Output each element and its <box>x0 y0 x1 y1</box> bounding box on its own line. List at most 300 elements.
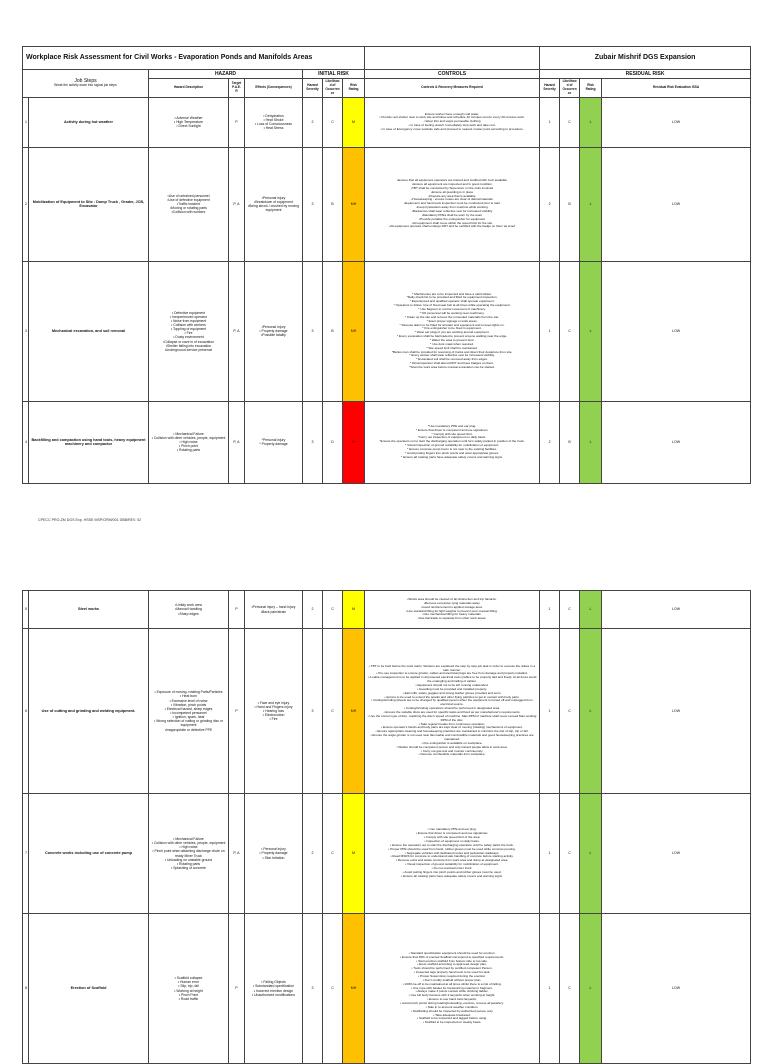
effects <box>245 261 303 401</box>
controls-measures-line: * Driver/operator shall attend DDT and have badges on them. <box>410 361 495 366</box>
residual-severity: 2 <box>540 401 560 483</box>
residual-likelihood: C <box>560 261 580 401</box>
row-number: 3 <box>23 261 29 401</box>
risk-table-page-1 <box>22 46 751 484</box>
hazard-description-line: • Rotating parts <box>176 448 201 453</box>
controls-measures-line: •All equipment operator shall undergo DDT and be certified with the badge on them as proof <box>389 224 515 229</box>
controls-measures-line: • TBT to be held before the work starts. Workers are explained the step by step job task in order to execute the duties in a safe manner. <box>368 663 536 672</box>
controls-measures-line: •Use barricade to separate from other work areas. <box>417 616 487 621</box>
page-2-rows <box>23 591 751 1064</box>
controls-measures-line: • Avoid pinch points during loading/unloading, erection, remove all jewellery. <box>400 1001 504 1005</box>
controls-measures-line: *Ensure the operators not to start the discharging operation until he's safely parked in position of the truck. <box>379 439 525 444</box>
job-step: Erection of Scaffold <box>29 914 149 1064</box>
effects-line: • Incorrect erection design <box>253 988 294 993</box>
residual-evaluation: LOW <box>602 97 751 147</box>
effects-line: • Hand and Fingers injury <box>254 704 293 709</box>
hazard-description <box>149 794 229 914</box>
controls-measures-line: • Comply with site speed limit of the area. <box>423 835 481 840</box>
effects-line: •Breakdown of equipment <box>254 200 293 205</box>
controls-measures-line: •All equipment shall move within the speed limit for the site <box>411 220 493 225</box>
controls-measures-line: • In case of Emergency move worksite safe and proceed to nearest muster point according to procedure. <box>380 127 524 131</box>
controls-measures-line: • Start erection scaffold from bottom side to top side. <box>416 958 488 963</box>
controls-measures-line: •Provide portable fire extinguisher for equipment <box>419 216 486 221</box>
controls-measures-line: * Ensure concrete pump boom is not near to the existing facilities. <box>407 447 497 451</box>
controls-measures-line: • Remove combustible materials from workplace. <box>418 752 486 757</box>
hazard-description-line: • Pinch point <box>179 444 198 449</box>
controls-measures-line: * Use flagmen to control movement of machinery. <box>418 307 486 312</box>
controls-measures-line: * Experienced and qualified operator shall operate equipment. <box>409 299 495 304</box>
effects-line: • Skin Irritation <box>262 855 285 860</box>
effects <box>245 794 303 914</box>
controls-measures-header: Controls & Recovery Measures Required <box>365 79 540 98</box>
controls-measures-line: • Ensure that driver is competent and use signalman. <box>415 831 489 836</box>
hazard-description-line: • Scaffold collapse <box>174 976 203 981</box>
controls-measures-line: • Tools should be performed by certified competent Person. <box>411 966 493 971</box>
target: P <box>229 97 245 147</box>
hazard-description <box>149 914 229 1064</box>
effects-line: •Being struck / crushed by moving equipment <box>247 204 300 213</box>
hazard-severity: 3 <box>303 401 323 483</box>
hazard-description-line: • Mechanical Failure <box>173 431 204 436</box>
effects <box>245 629 303 794</box>
residual-evaluation-header: Residual Risk Evaluation ISSA <box>602 79 751 98</box>
controls-measures-line: Ensure worker have enough cold water. <box>424 111 480 116</box>
controls-header: CONTROLS <box>365 70 540 79</box>
controls-measures-line: •Works area should be cleared of all obstruction and trip hazards. <box>407 596 497 601</box>
hazard-description-line: •Collapse or cave in of excavation <box>163 339 214 344</box>
controls-measures-line: * Clean up the site and remove the unneeded materials from the site. <box>404 314 500 319</box>
effects-line: • Fire <box>269 717 278 722</box>
controls-measures-line: • Take adequate bracketed. <box>433 1012 471 1017</box>
hazard-description-line: • Direct Sunlight <box>176 124 201 129</box>
controls-measures-line: •Good reinforcement is applied storage area. <box>421 604 483 609</box>
hazard-description-line: •Traffic incident <box>176 202 201 207</box>
effects <box>245 914 303 1064</box>
effects-line: •Possible fatality <box>261 333 286 338</box>
controls-measures-line: • Always make 3 points contact while climbing ladder. <box>415 989 489 994</box>
controls-measures-line: •Ensure that all equipment operators are trained and certified with CoC available <box>397 178 508 183</box>
hazard-description-line: • Pinch point when attaching discharge chute on ready Mixer Truck <box>152 849 225 858</box>
controls-measures-line: * Machineries are to be inspected and have a valid sticker. <box>412 291 492 296</box>
effects-line: • Falling Objects <box>261 980 286 985</box>
hazard-description-line: • High noise <box>179 440 198 445</box>
risk-assessment-page-1 <box>22 46 750 484</box>
hazard-severity: 2 <box>303 591 323 629</box>
residual-evaluation: LOW <box>602 147 751 261</box>
likelihood: C <box>323 794 343 914</box>
controls-measures-line: •TBT shall be conducted by Supervisor on the risks involved <box>410 185 494 190</box>
controls-measures-line: • Erect scaffold according to approved design plan. <box>417 962 487 967</box>
controls-measures-line: • Read MSDS for concrete to understand safe handling of concrete before starting activity. <box>390 854 514 859</box>
controls-measures-line: * Ensure that driver is competent and use signalman. <box>415 427 489 432</box>
controls-measures-line: * Water the area to prevent dust. <box>429 337 475 342</box>
residual-evaluation: LOW <box>602 914 751 1064</box>
likelihood: B <box>323 261 343 401</box>
residual-severity: 1 <box>540 261 560 401</box>
hazard-description-line: • Working at height <box>174 988 203 993</box>
residual-likelihood: B <box>560 401 580 483</box>
controls-measures-line: • Ensure the angle grinder is not used near flammable and combustible materials and good housekeeping practices are maintained. <box>370 733 534 742</box>
hazard-description-line: •Manual Handling <box>175 607 202 612</box>
residual-rating-cell: L <box>580 97 602 147</box>
hazard-description <box>149 401 229 483</box>
effects <box>245 97 303 147</box>
hazard-description-line: •Untidy work area <box>175 603 202 608</box>
controls-measures-line: • Standard specification equipment should be used for erection. <box>408 950 496 955</box>
likelihood: D <box>323 401 343 483</box>
hazard-description-line: • Dusty environment <box>173 335 204 340</box>
table-row <box>23 261 751 401</box>
residual-likelihood: C <box>560 591 580 629</box>
hazard-description-line: • Fire <box>184 331 193 336</box>
controls-measures-line: • Carry out gas test and monitor continuously. <box>420 748 484 753</box>
document-code: CPECC PRO-ZM DGS Exp. HSSE MSP/ORM/001 DBB/REV. 02 <box>38 518 142 522</box>
target-header: Target P.A.E.R <box>229 79 245 98</box>
residual-severity: 2 <box>540 147 560 261</box>
controls-measures-line: •Housekeeping - ensure routes are clear of debris/materials <box>411 197 493 202</box>
job-steps-label: Job Steps <box>74 78 97 85</box>
hazard-description-line: • Toppling of equipment <box>170 327 207 332</box>
hazard-header: HAZARD <box>149 70 303 79</box>
controls-measures <box>365 794 540 914</box>
controls-measures-line: • Welder should be competent person and only trained people allow in work area. <box>396 744 508 749</box>
effects-line: •Personal injury – hand injury <box>251 605 296 610</box>
controls-measures-line: * Ensure all rotating parts have adequate safety covers and warning signs. <box>401 454 503 459</box>
controls-measures-line: • Ensure appropriate cleaning and housekeeping practices are maintained to minimize the risk of slip, trip or fall. <box>375 729 529 734</box>
hazard-description-line: •Use of untrained personnel <box>167 193 210 198</box>
residual-rating-cell: L <box>580 591 602 629</box>
hazard-description-line: • Collision with workers <box>171 322 206 327</box>
residual-likelihood: C <box>560 794 580 914</box>
controls-measures-line: * Operators to follow. Use of fixed seat belt at all times while operating the equipment. <box>393 303 511 308</box>
controls-measures-line: * Avoid putting fingers into pinch points and wear appropriate gloves. <box>405 450 499 455</box>
residual-severity: 1 <box>540 591 560 629</box>
job-step: Activity during hot weather <box>29 97 149 147</box>
controls-measures-line: * Visual inspection of ground suitability for mobilization of equipment. <box>405 443 500 448</box>
hazard-description-line: • Adverse Weather <box>174 116 203 120</box>
hazard-description <box>149 97 229 147</box>
controls-measures-line: • Ensure to use hand tools lanyards. <box>427 997 477 1002</box>
row-number: 1 <box>23 97 29 147</box>
controls-measures-line: • Use rope with basket for transporting material or fragment. <box>411 985 493 990</box>
hazard-description-line: • Exposure of moving, rotating Parts/Particles <box>154 690 223 695</box>
controls-measures-line: • Ensure operator's hands and body parts are kept clear of moving (rotating) mechanisms of equipment. <box>381 725 523 730</box>
controls-measures-line: • Inspection of equipment on daily basis. <box>424 838 480 843</box>
risk-assessment-page-2 <box>22 590 750 1064</box>
controls-measures-line: • Use full body harness with 2 lanyards when working at height. <box>408 993 496 998</box>
effects <box>245 147 303 261</box>
hazard-severity: 3 <box>303 629 323 794</box>
residual-severity: 1 <box>540 629 560 794</box>
controls-measures <box>365 147 540 261</box>
effects-line: • Heat Stroke <box>263 118 284 123</box>
controls-measures-line: • Don't modify scaffold without proper plan. <box>422 977 482 982</box>
controls-measures-line: • Take regular breaks from continuous operation. <box>418 721 486 726</box>
controls-measures-line: • Remove extra and waste concrete from work area and dump at designated area. <box>395 858 509 863</box>
controls-measures-line: * Erect proper signage in work areas. <box>426 318 478 323</box>
hazard-description-line: • Excessive level of noise <box>169 698 208 703</box>
hazard-description-line: • Pinch Point <box>178 992 199 997</box>
hazard-severity: 2 <box>303 794 323 914</box>
row-number: 4 <box>23 401 29 483</box>
job-step: Steel works <box>29 591 149 629</box>
hazard-description-line: • Human error <box>177 980 200 985</box>
hazard-description-line: • Inexperienced operator <box>169 314 207 319</box>
target: P <box>229 914 245 1064</box>
residual-severity: 1 <box>540 97 560 147</box>
controls-measures-line: •Remove excessive tying materials away. <box>423 600 481 605</box>
risk-rating-cell: MH <box>343 261 365 401</box>
effects-line: * Property damage <box>259 442 288 447</box>
controls-measures-line: • Visual inspection of ground suitability for mobilization of equipment. <box>405 862 499 867</box>
controls-measures <box>365 97 540 147</box>
controls-measures-line: • Provide rest shelter near to work site and follow and schedule 10 minutes rest for every 20 minutes work. <box>379 115 525 120</box>
hazard-description <box>149 591 229 629</box>
job-step: Mobilization of Equipment to Site : Dump Truck , Grader, JCB, Excavator <box>29 147 149 261</box>
effects-line: •Personal Injury <box>261 325 286 329</box>
residual-severity-header: Hazard Severity <box>540 79 560 98</box>
table-row <box>23 401 751 483</box>
hazard-severity: 3 <box>303 147 323 261</box>
hazard-description-line: • Rotating parts <box>176 861 201 866</box>
effects-line: • Face and eye injury <box>257 700 290 705</box>
target: P <box>229 591 245 629</box>
controls-measures-line: •Prepare any area that is available <box>428 193 476 198</box>
hazard-description <box>149 261 229 401</box>
controls-measures-line: •Ensure all guarding is in place <box>430 189 474 194</box>
hazard-severity-header: Hazard Severity <box>303 79 323 98</box>
effects-line: •Personal injury <box>261 195 286 200</box>
controls-measures-line: * NO personnel will be working near machinery. <box>419 310 485 315</box>
job-step: Use of cutting and grinding and welding equipment. <box>29 629 149 794</box>
controls-measures-line: • Use mandatory PPE and ear plug. <box>427 827 477 832</box>
controls-measures-line: • Wear thin and vapor-permeable clothing <box>423 119 481 124</box>
likelihood: C <box>323 914 343 1064</box>
hazard-description-line: • High Temperature <box>173 120 204 125</box>
controls-measures-line: *Use mandatory PPE and ear plug. <box>427 423 477 428</box>
target: P, A <box>229 261 245 401</box>
residual-evaluation: LOW <box>602 591 751 629</box>
controls-measures-line: • Ensure that 30% of erected Scaffold correspond to specified requirements. <box>399 954 505 959</box>
hazard-description-line: •Shelter falling into excavation <box>165 343 212 348</box>
page-1-rows <box>23 97 751 483</box>
risk-rating-cell: M <box>343 591 365 629</box>
controls-measures-line: *Carry out inspection of equipment on daily basis. <box>418 435 487 440</box>
hazard-description-line: •Collision with workers <box>171 210 206 215</box>
risk-table-page-2 <box>22 590 751 1064</box>
hazard-description-line: • Electrical hazard, sharp edges <box>164 706 213 711</box>
row-number: 2 <box>23 147 29 261</box>
residual-rating-cell: L <box>580 147 602 261</box>
residual-evaluation: LOW <box>602 794 751 914</box>
controls-measures-line: • Scaffolding should be inspected by authorized person only. <box>410 1008 494 1013</box>
effects-line: • Personal injury <box>261 847 286 852</box>
hazard-description-line: • Unloading on unstable ground <box>164 857 213 862</box>
controls-measures <box>365 401 540 483</box>
hazard-description-line: •Sharp edges <box>178 611 199 616</box>
effects-line: • Dehydration <box>263 113 284 118</box>
controls-measures-line: •Mandatory PPEs shall be worn by the team <box>421 212 483 217</box>
effects-line: *Personal injury <box>261 438 286 443</box>
hazard-severity: 3 <box>303 914 323 1064</box>
controls-measures-line: • Guarding must be provided and installed properly. <box>416 686 488 691</box>
hazard-description-line: • Noise from equipment <box>170 318 207 323</box>
hazard-severity: 2 <box>303 97 323 147</box>
hazard-description <box>149 147 229 261</box>
controls-measures-line: • Earmuffs, safety goggles and strong leather gloves provided and worn. <box>402 690 502 695</box>
table-row <box>23 591 751 629</box>
controls-measures-line: •Use standard lifting for light weights to prevent poor manual lifting. <box>406 608 498 613</box>
table-row <box>23 629 751 794</box>
residual-rating-cell: L <box>580 261 602 401</box>
hazard-severity: 3 <box>303 261 323 401</box>
controls-measures-line: *Banks man shall be provided for reversing of trucks and direct their departure from site. <box>391 349 513 354</box>
residual-evaluation: LOW <box>602 261 751 401</box>
controls-measures-line: •Equipment and hand tools inspection must be conducted prior to start <box>403 201 501 206</box>
controls-measures-line: * Excavated soil shall be removed away from edges. <box>416 357 488 362</box>
row-number: 7 <box>23 794 29 914</box>
residual-likelihood: B <box>560 147 580 261</box>
row-number: 5 <box>23 591 29 629</box>
controls-measures-line: • Avoid putting fingers into pinch points and rubber gloves must be used. <box>402 869 502 874</box>
hazard-description-line: • Wrong selection of cutting or grinding disc or equipment <box>154 719 223 728</box>
controls-measures-line: * Every excavation shall be barricaded to prevent anyone walking near the edge. <box>396 334 508 339</box>
target: P <box>229 629 245 794</box>
controls-measures-line: •Use mechanical lifting for heavy materials. <box>422 612 482 617</box>
controls-measures-line: • Aprons to be used to extend the sparks and other flying particles to get in contact with body parts. <box>384 694 520 699</box>
controls-measures <box>365 629 540 794</box>
job-step: Backfilling and compaction using hand tools, heavy equipment machinery and compactor <box>29 401 149 483</box>
controls-measures <box>365 591 540 629</box>
hazard-description-line: • Road traffic <box>178 996 199 1001</box>
document-title: Workplace Risk Assessment for Civil Works - Evaporation Ponds and Manifolds Areas <box>23 47 365 70</box>
hazard-description-line: • High noise <box>179 845 198 850</box>
controls-measures-line: • Cutting/Grinding wheels are to be changed by qualified person when the equipment is turned off and unplugged from electrical source. <box>371 698 533 707</box>
residual-risk-header: RESIDUAL RISK <box>540 70 751 79</box>
effects <box>245 401 303 483</box>
risk-rating-cell: M <box>343 794 365 914</box>
table-row <box>23 97 751 147</box>
controls-measures-line: * Fire extinguisher to be fixed in equipment. <box>422 326 482 331</box>
effects-line: • Heat Stress <box>263 126 284 131</box>
controls-measures-line: • Ensure the suitable discs are used for specific tasks and fixed as per manufacturer's requirements. <box>383 710 521 714</box>
effects-line: • Unauthorized modifications <box>251 992 296 997</box>
likelihood: C <box>323 629 343 794</box>
hazard-description-line: • Splashing of concrete <box>171 865 206 870</box>
table-row <box>23 794 751 914</box>
project-title: Zubair Mishrif DGS Expansion <box>540 47 751 70</box>
controls-measures-line: • Inspected tags properly hand tools to be used for task. <box>413 970 491 975</box>
controls-measures-line: *Daily check list to be provided and filled for equipment inspection. <box>406 295 498 300</box>
hazard-description-line: • Vibration, pinch points <box>170 702 207 707</box>
initial-risk-header: INITIAL RISK <box>303 70 365 79</box>
table-row <box>23 914 751 1064</box>
hazard-description-line: •Moving or rotating parts <box>170 206 207 211</box>
residual-severity: 1 <box>540 914 560 1064</box>
controls-measures-line: •Ensure all equipment are inspected and in good condition <box>412 181 492 186</box>
controls-measures-line: • Ensure all rotating parts have adequate safety covers and warning signs. <box>401 873 503 878</box>
controls-measures-line: • Proper Supervision required during the erection. <box>418 973 486 978</box>
residual-rating-cell: L <box>580 794 602 914</box>
residual-rating-header: Risk Rating <box>580 79 602 98</box>
hazard-description-line: • Slip, trip, fall <box>178 984 199 989</box>
controls-measures-line: •Keep bystanders away from machine while working <box>416 205 488 210</box>
residual-likelihood: C <box>560 914 580 1064</box>
controls-measures-line: • In case of feeling unwell: Immediately stop work and take rest. <box>408 123 496 128</box>
controls-measures-line: * Every worker shall wear reflective vest for increased visibility. <box>409 353 495 358</box>
target: P, A <box>229 147 245 261</box>
job-step: Concrete works including use of concrete pump <box>29 794 149 914</box>
likelihood: B <box>323 147 343 261</box>
controls-measures-line: • Fire extinguisher is available on workplace. <box>421 740 483 745</box>
controls-measures-line: • 100% tie-off to be maintained at all times whilst there is a risk of falling. <box>402 981 502 986</box>
job-steps-header <box>23 70 149 98</box>
job-steps-sublabel: Break the activity down into logical job steps <box>54 83 117 88</box>
hazard-description-line: •Inappropriate or defective PPE <box>164 727 213 732</box>
hazard-description-line: • Ignition, spark, heat <box>172 715 205 720</box>
controls-measures-line: • Proper PPE should be used from hand, rubber gloves must be used while concrete pouring. <box>388 846 516 851</box>
hazard-description-line: • Collision with other vehicles, people, equipment <box>151 841 226 846</box>
controls-measures-line: * Reverse alarm to be fitted for all plant and equipment and to keep lights on. <box>399 322 505 327</box>
row-number: 8 <box>23 914 29 1064</box>
controls-measures-line: * Comply with site speed limit. <box>431 431 473 436</box>
controls-measures-line: • Segregate vehicles with dedicated routes and pedestrian walkways. <box>404 850 500 855</box>
target: P, A <box>229 794 245 914</box>
effects-line: • Property damage <box>259 851 288 856</box>
risk-rating-cell: MH <box>343 147 365 261</box>
likelihood-header: Likelihood of Occurrence <box>323 79 343 98</box>
row-number: 6 <box>23 629 29 794</box>
controls-measures-line: • Scaffold to be inspected and tagged before using. <box>417 1016 487 1021</box>
effects-header: Effects (Consequences) <box>245 79 303 98</box>
controls-measures-line: • Scaffold to be inspected on weekly basis. <box>422 1020 482 1025</box>
controls-measures <box>365 261 540 401</box>
table-row <box>23 147 751 261</box>
hazard-description <box>149 629 229 794</box>
effects-line: • Property damage <box>259 329 288 334</box>
effects-line: •Back pain/strain <box>260 609 287 614</box>
hazard-description-line: • Defective equipment <box>171 310 206 315</box>
residual-severity: 1 <box>540 794 560 914</box>
controls-measures-line: •Banksman shall wear reflective vest for increased visibility <box>411 209 493 213</box>
residual-rating-cell: L <box>580 401 602 483</box>
likelihood: C <box>323 591 343 629</box>
controls-measures-line: *Scan the work area before manual excavation can be started. <box>409 364 495 369</box>
controls-measures-line: • Pre-use inspection to ensure grinder, cables and electrical plugs are free from damage and properly installed. <box>376 671 528 676</box>
controls-measures-line: * Use dust mask when required. <box>430 341 474 346</box>
hazard-description-line: • Collision with other vehicles, people, equipment <box>151 436 226 440</box>
risk-rating-cell: H <box>343 401 365 483</box>
residual-likelihood-header: Likelihood of Occurrence <box>560 79 580 98</box>
risk-rating-cell: MH <box>343 914 365 1064</box>
likelihood: C <box>323 97 343 147</box>
residual-rating-cell: L <box>580 914 602 1064</box>
controls-measures-line: • A cable management is to be applied in all powered electrical tools (cables to be properly laid and fixed). At all times avoid the entangling and trailing of cables. <box>367 675 537 684</box>
hazard-description-line: •Use of defective equipment <box>167 198 210 202</box>
hazard-description-line: • Heat burn <box>179 694 198 699</box>
effects-line: • Loss of Consciousness <box>255 122 292 127</box>
controls-measures-line: • Do not overload mixer truck. <box>431 866 473 870</box>
effects <box>245 591 303 629</box>
residual-likelihood: C <box>560 629 580 794</box>
risk-rating-header: Risk Rating <box>343 79 365 98</box>
hazard-description-line: •Underground service presence <box>164 347 213 352</box>
hazard-description-header: Hazard Description <box>149 79 229 98</box>
controls-measures-line: • Use the correct type of disc, matching the disc's speed of machine. Max RPM of machine shall never exceed Max working RPM of the disc. <box>367 713 537 722</box>
residual-evaluation: LOW <box>602 401 751 483</box>
controls-measures-line: • Cutting/Grinding operations should be performed in designated area. <box>403 706 501 711</box>
controls-measures-line: * Site speed limit shall be maintained. <box>426 345 478 350</box>
